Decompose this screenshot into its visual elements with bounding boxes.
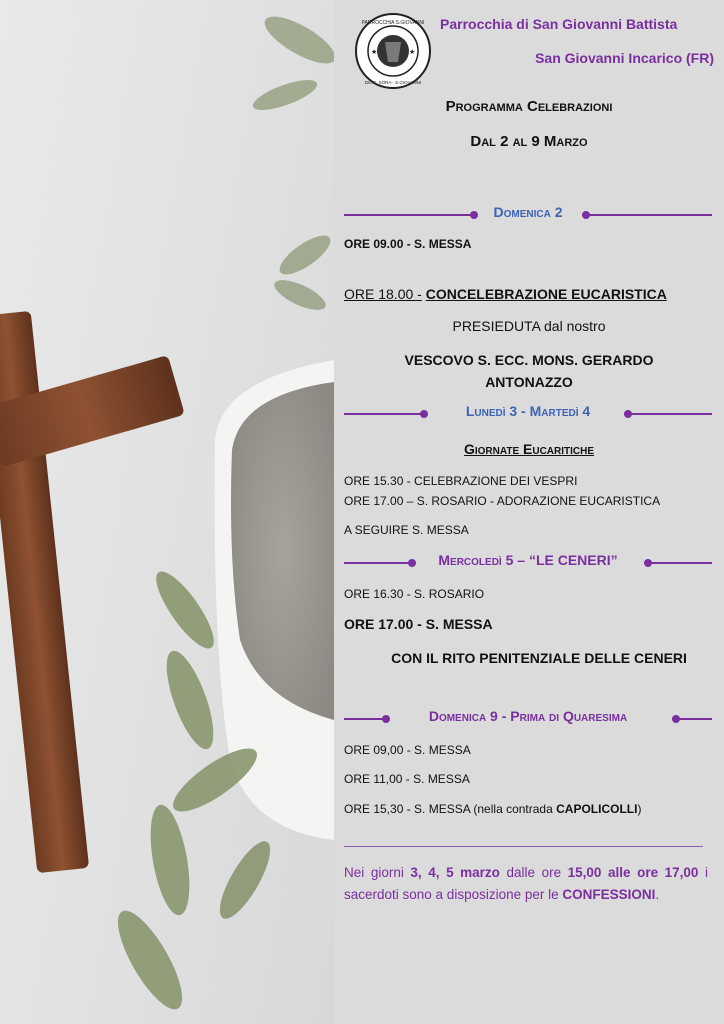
- note-hours: 15,00 alle ore 17,00: [567, 865, 699, 880]
- contrada-name: CAPOLICOLLI: [556, 802, 638, 816]
- schedule-line: ORE 17.00 - S. MESSA: [344, 616, 493, 632]
- section-divider-domenica-2: [344, 204, 712, 226]
- section-title: Domenica 2: [487, 204, 568, 220]
- note-text: Nei giorni: [344, 865, 411, 880]
- closing-paren: ): [637, 802, 642, 816]
- program-dates: Dal 2 al 9 Marzo: [470, 133, 588, 150]
- section-title: Lunedì 3 - Martedì 4: [460, 403, 596, 419]
- wooden-cross: [0, 311, 185, 873]
- schedule-line: ORE 09.00 - S. MESSA: [344, 237, 472, 251]
- section-divider-domenica-9: [344, 708, 712, 730]
- schedule-line: ORE 09,00 - S. MESSA: [344, 743, 471, 757]
- svg-text:★: ★: [409, 49, 416, 56]
- section-title: Domenica 9 - Prima di Quaresima: [423, 708, 633, 724]
- svg-text:PARROCCHIA S.GIOVANNI: PARROCCHIA S.GIOVANNI: [361, 20, 425, 26]
- note-confessions: CONFESSIONI: [562, 887, 656, 902]
- confessions-note: [344, 862, 708, 906]
- ash-wednesday-photo: [0, 0, 334, 1024]
- note-text: dalle ore: [499, 865, 568, 880]
- svg-text:★: ★: [371, 49, 378, 56]
- eucharistic-days-heading: Giornate Eucaritiche: [463, 441, 595, 457]
- celebration-name: CONCELEBRAZIONE EUCARISTICA: [425, 286, 667, 302]
- ash-rite-line: CON IL RITO PENITENZIALE DELLE CENERI: [391, 650, 687, 666]
- program-title: Programma Celebrazioni: [445, 98, 613, 115]
- schedule-line: [344, 286, 667, 302]
- section-divider-le-ceneri: [344, 552, 712, 574]
- note-days: 3, 4, 5 marzo: [410, 865, 500, 880]
- parish-town: San Giovanni Incarico (FR): [535, 50, 714, 66]
- schedule-line: ORE 15.30 - CELEBRAZIONE DEI VESPRI: [344, 474, 578, 488]
- schedule-line: ORE 17.00 – S. ROSARIO - ADORAZIONE EUCARISTICA: [344, 494, 661, 508]
- note-text: i sacerdoti sono a disposizione per le: [344, 865, 709, 902]
- presided-label: PRESIEDUTA dal nostro: [452, 318, 606, 334]
- schedule-line: ORE 11,00 - S. MESSA: [344, 772, 470, 786]
- time-label: ORE 15,30 - S. MESSA (nella contrada: [344, 802, 557, 816]
- svg-text:DIOC. SORA - S.GIOVANNI: DIOC. SORA - S.GIOVANNI: [364, 80, 422, 85]
- schedule-line: [344, 802, 641, 816]
- leaves-top: [250, 8, 334, 316]
- note-text: .: [655, 887, 660, 902]
- divider-line: [344, 846, 703, 847]
- time-label: ORE 18.00 -: [344, 286, 422, 302]
- schedule-line: A SEGUIRE S. MESSA: [344, 523, 469, 537]
- parish-name: Parrocchia di San Giovanni Battista: [440, 16, 678, 32]
- section-title: Mercoledì 5 – “LE CENERI”: [432, 552, 623, 568]
- section-divider-lunedi-martedi: [344, 403, 712, 425]
- parish-seal-logo: [354, 12, 432, 90]
- bishop-name: VESCOVO S. ECC. MONS. GERARDO ANTONAZZO: [404, 352, 654, 390]
- schedule-line: ORE 16.30 - S. ROSARIO: [344, 587, 485, 601]
